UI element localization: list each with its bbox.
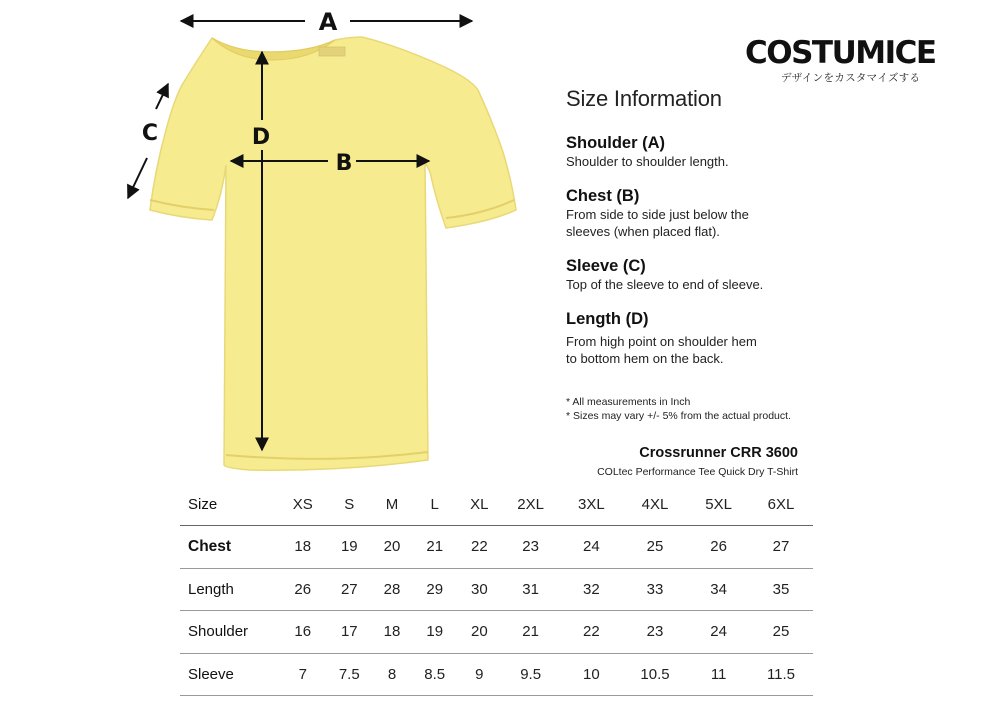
row-label: Chest	[180, 526, 280, 569]
row-label: Length	[180, 568, 280, 611]
info-heading: Chest (B)	[566, 187, 640, 205]
table-cell: 31	[500, 568, 561, 611]
table-cell: 16	[280, 611, 326, 654]
info-title: Size Information	[566, 86, 722, 111]
product-name: Crossrunner CRR 3600	[639, 445, 798, 461]
table-cell: 26	[280, 568, 326, 611]
size-header-cell: 6XL	[749, 483, 813, 526]
brand-tagline: デザインをカスタマイズする	[781, 72, 921, 84]
table-cell: 27	[749, 526, 813, 569]
table-cell: 9.5	[500, 653, 561, 696]
size-header-cell: 2XL	[500, 483, 561, 526]
table-cell: 24	[688, 611, 749, 654]
size-header-cell: S	[326, 483, 373, 526]
table-cell: 23	[622, 611, 688, 654]
measurement-notes	[566, 395, 866, 423]
label-a: A	[318, 8, 338, 36]
table-cell: 11	[688, 653, 749, 696]
product-description: COLtec Performance Tee Quick Dry T-Shirt	[597, 466, 798, 478]
info-heading: Sleeve (C)	[566, 257, 646, 275]
table-cell: 22	[561, 611, 622, 654]
table-cell: 24	[561, 526, 622, 569]
table-cell: 8.5	[411, 653, 458, 696]
table-cell: 19	[326, 526, 373, 569]
table-cell: 22	[458, 526, 500, 569]
table-cell: 18	[280, 526, 326, 569]
table-row-length	[180, 568, 813, 611]
product-info	[597, 444, 798, 479]
table-cell: 27	[326, 568, 373, 611]
table-row-sleeve	[180, 653, 813, 696]
table-cell: 7	[280, 653, 326, 696]
table-cell: 19	[411, 611, 458, 654]
table-cell: 30	[458, 568, 500, 611]
table-row-shoulder	[180, 611, 813, 654]
row-label: Sleeve	[180, 653, 280, 696]
table-cell: 32	[561, 568, 622, 611]
size-information-panel	[566, 86, 856, 383]
note-line: * All measurements in Inch	[566, 396, 691, 408]
size-header-cell: 3XL	[561, 483, 622, 526]
info-description: From side to side just below the	[566, 207, 749, 222]
table-cell: 18	[373, 611, 411, 654]
info-item-chest	[566, 186, 856, 240]
sleeve-arrow-c-top	[156, 84, 168, 109]
table-cell: 8	[373, 653, 411, 696]
table-cell: 29	[411, 568, 458, 611]
info-description: Top of the sleeve to end of sleeve.	[566, 277, 764, 292]
label-d: D	[251, 125, 271, 150]
label-b: B	[335, 151, 353, 176]
table-cell: 33	[622, 568, 688, 611]
table-cell: 17	[326, 611, 373, 654]
info-description: sleeves (when placed flat).	[566, 224, 720, 239]
size-header-label: Size	[180, 483, 280, 526]
tshirt-measurement-diagram	[110, 0, 530, 475]
note-line: * Sizes may vary +/- 5% from the actual product.	[566, 410, 791, 422]
size-header-cell: 5XL	[688, 483, 749, 526]
info-heading: Shoulder (A)	[566, 134, 665, 152]
size-header-cell: XS	[280, 483, 326, 526]
table-row-chest	[180, 526, 813, 569]
table-cell: 11.5	[749, 653, 813, 696]
neck-label	[319, 47, 345, 56]
table-cell: 25	[749, 611, 813, 654]
sleeve-arrow-c-bottom	[128, 158, 147, 198]
info-item-sleeve	[566, 256, 856, 293]
table-cell: 10.5	[622, 653, 688, 696]
table-cell: 20	[458, 611, 500, 654]
size-header-cell: M	[373, 483, 411, 526]
size-chart-table	[180, 483, 813, 696]
brand-logo	[745, 35, 936, 85]
table-cell: 25	[622, 526, 688, 569]
info-description: From high point on shoulder hem	[566, 334, 757, 349]
info-description: Shoulder to shoulder length.	[566, 154, 729, 169]
table-cell: 28	[373, 568, 411, 611]
table-cell: 21	[500, 611, 561, 654]
table-cell: 10	[561, 653, 622, 696]
label-c: C	[141, 121, 159, 146]
table-cell: 9	[458, 653, 500, 696]
table-cell: 23	[500, 526, 561, 569]
brand-name: COSTUMICE	[745, 35, 936, 71]
table-cell: 34	[688, 568, 749, 611]
size-header-cell: L	[411, 483, 458, 526]
table-cell: 35	[749, 568, 813, 611]
table-cell: 26	[688, 526, 749, 569]
size-header-cell: XL	[458, 483, 500, 526]
tshirt-illustration	[150, 37, 516, 470]
table-cell: 7.5	[326, 653, 373, 696]
table-cell: 20	[373, 526, 411, 569]
size-header-cell: 4XL	[622, 483, 688, 526]
info-description: to bottom hem on the back.	[566, 351, 724, 366]
row-label: Shoulder	[180, 611, 280, 654]
table-cell: 21	[411, 526, 458, 569]
info-item-length	[566, 309, 856, 367]
info-heading: Length (D)	[566, 310, 649, 328]
table-header-row	[180, 483, 813, 526]
info-item-shoulder	[566, 133, 856, 170]
